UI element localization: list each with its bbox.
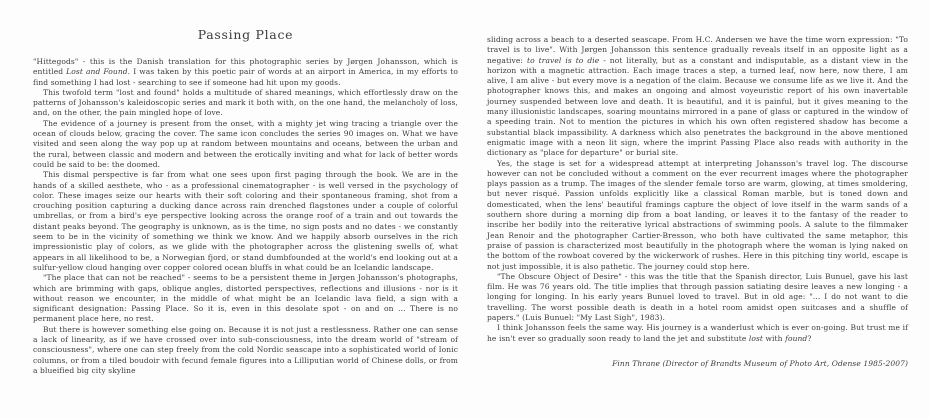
page-gutter [458,0,487,419]
paragraph: Yes, the stage is set for a widespread attempt at interpreting Johansson's travel log. The discourse however can not be concluded without a comment on the ever recurrent images where the photographer plays passion as a trump. The images of the slender female torso are warm, glowing, at times smoldering, but never risqué. Passion unfolds explicitly like a classical Roman marble, but is toned down and domesticated, when the lens' beautiful framings capture the object of love itself in the warm sands of a southern shore during a morning dip from a boat landing, or leaves it to the fantasy of the reader to inscribe her bodily into the reiterative lyrical abstractions of swimming pools. A salute to the filmmaker Jean Renoir and the photographer Cartier-Bresson, who both have cultivated the same metaphor, this praise of passion is characterized most beautifully in the photograph where the woman is lying naked on the bottom of the rowboat covered by the wickerwork of rushes. Here in this pitching tiny world, escape is not just impossible, it is also pathetic. The journey could stop here. [487,158,908,271]
paragraph: But there is however something else going on. Because it is not just a restlessness. Rather one can sense a lack of linearity, as if we have crossed over into sub-consciousness, into the dream world of "stream of consciousness", where one can step freely from the cold Nordic seascape into a sophisticated world of Ionic columns, or from a tiled boudoir with fecund female figures into a Lilliputian world of Chinese dolls, or from a blueified big city skyline [33,324,458,375]
paragraph: This dismal perspective is far from what one sees upon first paging through the book. We are in the hands of a skilled aesthete, who - as a professional cinematographer - is well versed in the psychology of color. These images seize our hearts with their soft coloring and their spontaneous framing, shot from a crouching position capturing a ducking dance across rain drenched flagstones under a couple of colorful umbrellas, or from a bird's eye perspective looking across the orange roof of a train and out towards the distant peaks beyond. The geography is unknown, as is the time, no sign posts and no dates - we constantly seem to be in the vicinity of something we think we know. And we happily absorb ourselves in the rich impressionistic play of colors, as we glide with the photographer across the glistening swells of, what appears in all likelihood to be, a Norwegian fjord, or stand dumbfounded at the world's end looking out at a sulfur-yellow cloud hanging over copper colored ocean bluffs in what could be an Icelandic landscape. [33,170,458,272]
paragraph: The evidence of a journey is present from the onset, with a mighty jet wing tracing a triangle over the ocean of clouds below, gracing the cover. The same icon concludes the series 90 images on. What we have visited and seen along the way pop up at random between mountains and oceans, between the urban and the rural, between classic and modern and between the erotically inviting and what for lack of better words could be said to be: the doomed. [33,118,458,169]
paragraph: "The Obscure Object of Desire" - this was the title that the Spanish director, Luis Bunuel, gave his last film. He was 76 years old. The title implies that through passion satiating desire leaves a new longing - a longing for longing. In his early years Bunuel loved to travel. But in old age: "... I do not want to die travelling. The worst possible death is death in a hotel room amidst open suitcases and a shuffle of papers." (Luis Bunuel: "My Last Sigh", 1983). [487,271,908,323]
right-page [487,0,908,419]
left-page-text [33,57,458,376]
paragraph: "The place that can not be reached" - seems to be a persistent theme in Jørgen Johansson's photographs, which are brimming with gaps, oblique angles, distorted perspectives, reflections and illusions - nor is it without reason we encounter, in the middle of what might be an Icelandic lava field, a sign with a significant designation: Passing Place. So it is, even in this desolate spot - on and on ... There is no permanent place here, no rest. [33,273,458,324]
paragraph: I think Johansson feels the same way. His journey is a wanderlust which is ever on-going. But trust me if he isn't ever so gradually soon ready to land the jet and substitute lost with found? [487,323,908,343]
author-attribution: Finn Thrane (Director of Brandts Museum of Photo Art, Odense 1985-2007) [612,358,908,368]
left-page [33,0,458,419]
paragraph: This twofold term "lost and found" holds a multitude of shared meanings, which effortlessly draw on the patterns of Johansson's kaleidoscopic series and mark it both with, on the one hand, the melancholy of loss, and, on the other, the pain mingled hope of love. [33,87,458,118]
page-title: Passing Place [197,27,294,42]
right-page-text [487,35,908,344]
paragraph: sliding across a beach to a deserted seascape. From H.C. Andersen we have the time worn expression: "To travel is to live". With Jørgen Johansson this sentence gradually reveals itself in an opposite light as a negative: to travel is to die - not literally, but as a constant and indisputable, as a distant view in the horizon with a magnetic attraction. Each image traces a step, a turned leaf, now here, now there, I am alive, I am alive - but every move is a negation of the claim. Because we consume life as we live it. And the photographer knows this, and makes an ongoing and almost voyeuristic report of his own inavertable journey suspended between love and death. It is beautiful, and it is painful, but it gives meaning to the many illusionistic landscapes, soaring mountains mirrored in a pane of glass or captured in the window of a speeding train. Not to mention the pictures in which his own often registered shadow has become a substantial black impassibility. A darkness which also penetrates the background in the above mentioned enigmatic image with a neon lit sign, where the imprint Passing Place also reads with authority in the dictionary as "place for departure" or burial site. [487,35,908,158]
paragraph: "Hittegods" - this is the Danish translation for this photographic series by Jørgen Johansson, which is entitled Lost and Found. I was taken by this poetic pair of words at an airport in America, in my efforts to find something I had lost - searching to see if someone had hit upon my goods. [33,57,458,87]
